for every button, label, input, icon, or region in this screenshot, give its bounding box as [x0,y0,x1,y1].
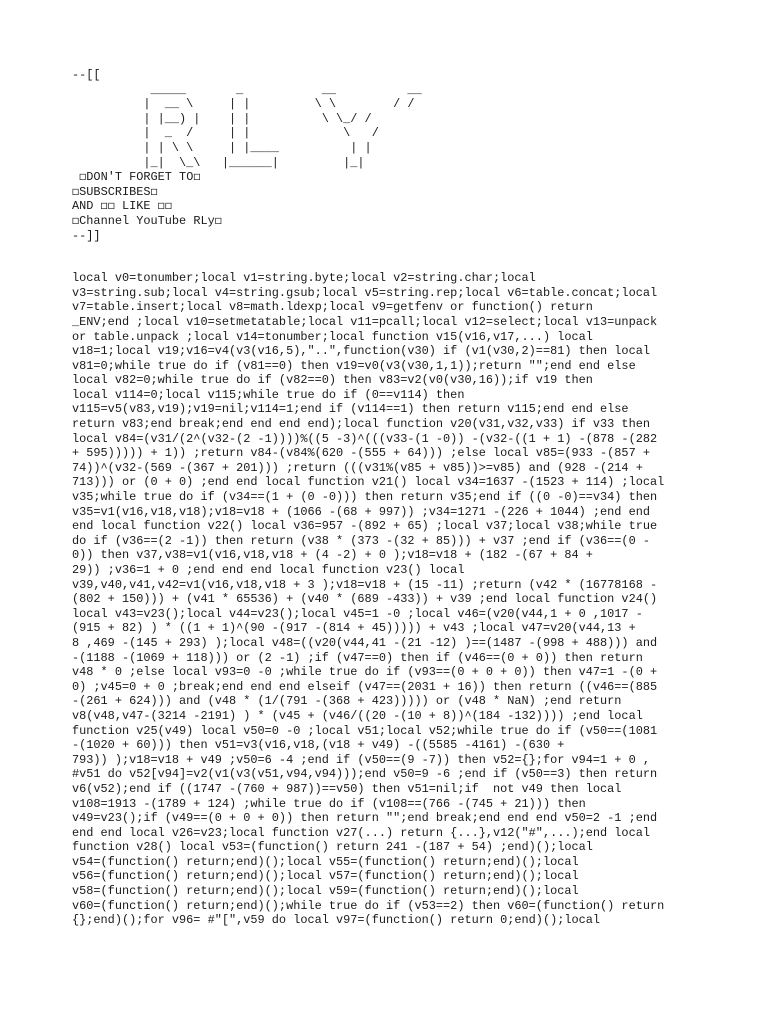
note-line: AND ◻◻ LIKE ◻◻ [72,199,172,214]
comment-close: --]] [72,228,101,243]
banner-line: | _ / | | \ / [72,126,379,141]
header-comment [72,68,712,243]
note-line: ◻Channel YouTube RLy◻ [72,213,222,228]
lua-code-block: local v0=tonumber;local v1=string.byte;local v2=string.char;local v3=string.sub;local v4=string.gsub;local v5=string.rep;local v6=table.concat;local v7=table.insert;local v8=math.ldexp;local v9=getfenv or function() return _ENV;end ;local v10=setmetatable;local v11=pcall;local v12=select;local v13=unpack or table.unpack ;local v14=tonumber;local function v15(v16,v17,...) local v18=1;local v19;v16=v4(v3(v16,5),"..",function(v30) if (v1(v30,2)==81) then local v81=0;while true do if (v81==0) then v19=v0(v3(v30,1,1));return "";end end else local v82=0;while true do if (v82==0) then v83=v2(v0(v30,16));if v19 then local v114=0;local v115;while true do if (0==v114) then v115=v5(v83,v19);v19=nil;v114=1;end if (v114==1) then return v115;end end else return v83;end break;end end end end);local function v20(v31,v32,v33) if v33 then local v84=(v31/(2^(v32-(2 -1))))%((5 -3)^(((v33-(1 -0)) -(v32-((1 + 1) -(878 -(282 + 595))))) + 1)) ;return v84-(v84%(620 -(555 + 64))) ;else local v85=(933 -(857 + 74))^(v32-(569 -(367 + 201))) ;return (((v31%(v85 + v85))>=v85) and (928 -(214 + 713))) or (0 + 0) ;end end local function v21() local v34=1637 -(1523 + 114) ;local v35;while true do if (v34==(1 + (0 -0))) then return v35;end if ((0 -0)==v34) then v35=v1(v16,v18,v18);v18=v18 + (1066 -(68 + 997)) ;v34=1271 -(226 + 1044) ;end end end local function v22() local v36=957 -(892 + 65) ;local v37;local v38;while true do if (v36==(2 -1)) then return (v38 * (373 -(32 + 85))) + v37 ;end if (v36==(0 - 0)) then v37,v38=v1(v16,v18,v18 + (4 -2) + 0 );v18=v18 + (182 -(67 + 84 + 29)) ;v36=1 + 0 ;end end end local function v23() local v39,v40,v41,v42=v1(v16,v18,v18 + 3 );v18=v18 + (15 -11) ;return (v42 * (16778168 - (802 + 150))) + (v41 * 65536) + (v40 * (689 -433)) + v39 ;end local function v24() local v43=v23();local v44=v23();local v45=1 -0 ;local v46=(v20(v44,1 + 0 ,1017 - (915 + 82) ) * ((1 + 1)^(90 -(917 -(814 + 45))))) + v43 ;local v47=v20(v44,13 + 8 ,469 -(145 + 293) );local v48=((v20(v44,41 -(21 -12) )==(1487 -(998 + 488))) and -(1188 -(1069 + 118))) or (2 -1) ;if (v47==0) then if (v46==(0 + 0)) then return v48 * 0 ;else local v93=0 -0 ;while true do if (v93==(0 + 0 + 0)) then v47=1 -(0 + 0) ;v45=0 + 0 ;break;end end end elseif (v47==(2031 + 16)) then return ((v46==(885 -(261 + 624))) and (v48 * (1/(791 -(368 + 423))))) or (v48 * NaN) ;end return v8(v48,v47-(3214 -2191) ) * (v45 + (v46/((20 -(10 + 8))^(184 -132)))) ;end local function v25(v49) local v50=0 -0 ;local v51;local v52;while true do if (v50==(1081 -(1020 + 60))) then v51=v3(v16,v18,(v18 + v49) -((5585 -4161) -(630 + 793)) );v18=v18 + v49 ;v50=6 -4 ;end if (v50==(9 -7)) then v52={};for v94=1 + 0 , #v51 do v52[v94]=v2(v1(v3(v51,v94,v94)));end v50=9 -6 ;end if (v50==3) then return v6(v52);end if ((1747 -(760 + 987))==v50) then v51=nil;if not v49 then local v108=1913 -(1789 + 124) ;while true do if (v108==(766 -(745 + 21))) then v49=v23();if (v49==(0 + 0 + 0)) then return "";end break;end end end v50=2 -1 ;end end end local v26=v23;local function v27(...) return {...},v12("#",...);end local function v28() local v53=(function() return 241 -(187 + 54) ;end)();local v54=(function() return;end)();local v55=(function() return;end)();local v56=(function() return;end)();local v57=(function() return;end)();local v58=(function() return;end)();local v59=(function() return;end)();local v60=(function() return;end)();while true do if (v53==2) then v60=(function() return {};end)();for v96= #"[",v59 do local v97=(function() return 0;end)();local [72,271,665,928]
banner-line: _____ _ __ __ [72,82,422,97]
document-page [72,68,712,928]
banner-line: | |__) | | | \ \_/ / [72,111,372,126]
comment-open: --[[ [72,68,101,82]
note-line: ◻SUBSCRIBES◻ [72,184,158,199]
note-line: ◻DON'T FORGET TO◻ [72,170,201,185]
banner-line: | __ \ | | \ \ / / [72,97,415,112]
banner-line: |_| \_\ |______| |_| [72,155,365,170]
banner-line: | | \ \ | |____ | | [72,140,372,155]
